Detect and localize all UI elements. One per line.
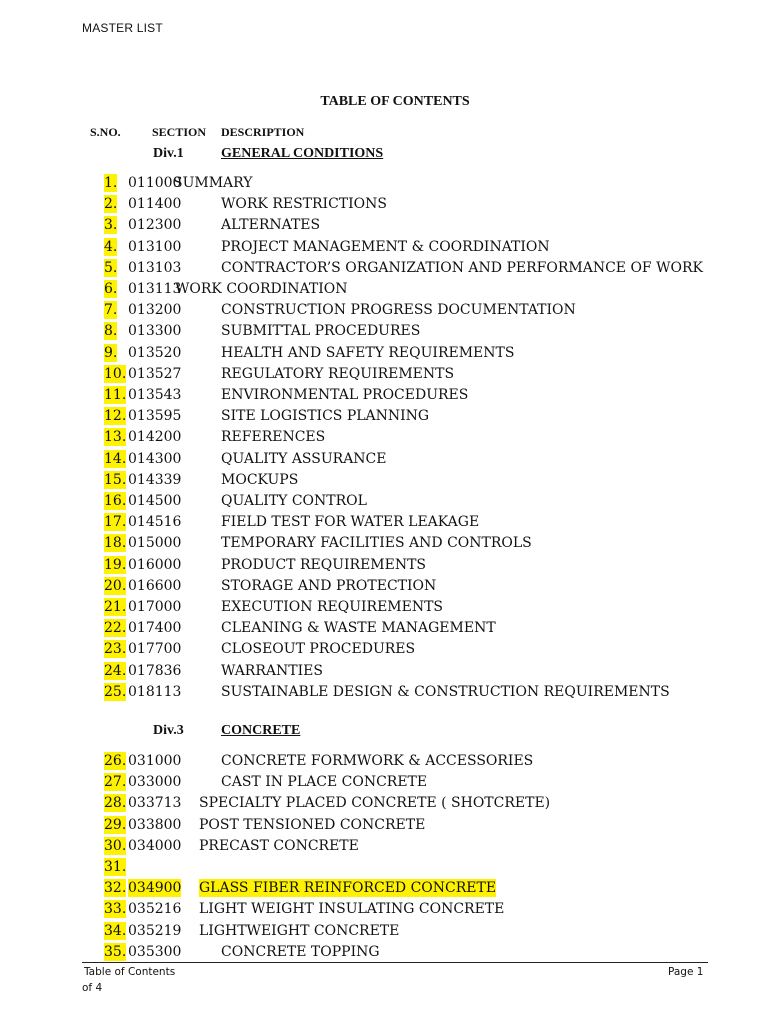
section-code: 013520 — [128, 344, 182, 361]
section-description: QUALITY CONTROL — [221, 493, 367, 509]
section-code: 014516 — [128, 514, 182, 531]
column-header-description: DESCRIPTION — [221, 125, 305, 139]
section-description: MOCKUPS — [221, 471, 299, 488]
entry-number: 30. — [104, 837, 127, 854]
entry-number: 7. — [104, 302, 118, 319]
entry-number: 22. — [104, 620, 127, 637]
section-code: 015000 — [128, 535, 182, 552]
section-description: CONTRACTOR’S ORGANIZATION AND PERFORMANCE OF WORK — [221, 259, 703, 276]
section-code: 017700 — [128, 641, 182, 658]
section-code: 018113 — [128, 683, 182, 700]
section-description: REGULATORY REQUIREMENTS — [221, 365, 455, 382]
section-description: CLOSEOUT PROCEDURES — [221, 641, 416, 658]
entry-number: 3. — [104, 217, 118, 234]
section-code: 012300 — [128, 217, 182, 234]
entry-number: 20. — [104, 577, 127, 594]
section-code: 013527 — [128, 365, 182, 382]
section-code: 011400 — [128, 196, 182, 213]
section-code: 014339 — [128, 471, 182, 488]
document-title: TABLE OF CONTENTS — [320, 94, 470, 109]
entry-number: 27. — [104, 774, 127, 791]
section-code: 014300 — [128, 450, 182, 467]
section-code: 016600 — [128, 577, 182, 594]
section-code: 033800 — [128, 816, 182, 833]
entry-number: 9. — [104, 344, 118, 361]
entry-number: 25. — [104, 683, 127, 700]
section-description: TEMPORARY FACILITIES AND CONTROLS — [221, 535, 532, 552]
section-description: SITE LOGISTICS PLANNING — [221, 408, 430, 425]
section-description: SUBMITTAL PROCEDURES — [221, 323, 421, 340]
entry-number: 6. — [104, 281, 118, 297]
entry-number: 5. — [104, 259, 118, 276]
entry-number: 23. — [104, 641, 127, 658]
entry-number: 35. — [104, 943, 127, 960]
entry-number: 8. — [104, 323, 118, 340]
footer-page-number: Page 1 — [668, 966, 704, 978]
division-title: GENERAL CONDITIONS — [221, 146, 384, 161]
section-code: 031000 — [128, 753, 182, 769]
division-title: CONCRETE — [221, 723, 301, 738]
entry-number: 12. — [104, 408, 127, 425]
section-code: 035219 — [128, 922, 182, 939]
section-code: 013100 — [128, 238, 182, 255]
section-code: 016000 — [128, 556, 182, 573]
section-description: CAST IN PLACE CONCRETE — [221, 774, 428, 791]
entry-number: 18. — [104, 535, 127, 552]
section-code: 013103 — [128, 259, 182, 276]
section-description: PROJECT MANAGEMENT & COORDINATION — [221, 238, 550, 255]
entry-number: 11. — [104, 387, 127, 403]
column-header-section: SECTION — [152, 125, 207, 139]
section-description: ALTERNATES — [221, 217, 321, 234]
entry-number: 13. — [104, 429, 127, 446]
entry-number: 15. — [104, 471, 127, 488]
entry-number: 34. — [104, 922, 127, 939]
section-description: WORK RESTRICTIONS — [221, 196, 387, 213]
section-code: 034900 — [128, 880, 182, 897]
entry-number: 4. — [104, 238, 118, 255]
section-code: 033713 — [128, 795, 182, 812]
footer-left: Table of Contents — [84, 966, 176, 978]
entry-number: 14. — [104, 450, 127, 467]
entry-number: 10. — [104, 365, 127, 382]
section-description: WARRANTIES — [221, 662, 323, 679]
section-description: HEALTH AND SAFETY REQUIREMENTS — [221, 344, 515, 361]
section-code: 013595 — [128, 408, 182, 425]
footer-page-count: of 4 — [82, 982, 103, 994]
section-code: 034000 — [128, 837, 182, 854]
entry-number: 28. — [104, 795, 127, 812]
entry-number: 33. — [104, 901, 127, 918]
entry-number: 26. — [104, 753, 127, 769]
section-description: GLASS FIBER REINFORCED CONCRETE — [199, 880, 497, 897]
section-code: 035216 — [128, 901, 182, 918]
section-code: 013113 — [128, 281, 182, 297]
section-code: 013200 — [128, 302, 182, 319]
section-code: 017400 — [128, 620, 182, 637]
footer-divider — [82, 962, 708, 963]
section-description: WORK COORDINATION — [175, 281, 348, 297]
section-description: QUALITY ASSURANCE — [221, 450, 387, 467]
section-code: 014200 — [128, 429, 182, 446]
section-description: SPECIALTY PLACED CONCRETE ( SHOTCRETE) — [199, 795, 551, 812]
entry-number: 16. — [104, 493, 127, 509]
entry-number: 2. — [104, 196, 118, 213]
entry-number: 19. — [104, 556, 127, 573]
entry-number: 32. — [104, 880, 127, 897]
section-description: LIGHT WEIGHT INSULATING CONCRETE — [199, 901, 505, 918]
section-code: 013543 — [128, 387, 182, 403]
column-header-sno: S.NO. — [90, 125, 121, 139]
section-description: CONCRETE TOPPING — [221, 943, 380, 960]
division-id: Div.3 — [153, 723, 184, 738]
section-description: REFERENCES — [221, 429, 326, 446]
section-description: PRECAST CONCRETE — [199, 837, 359, 854]
entry-number: 21. — [104, 599, 127, 615]
entry-number: 24. — [104, 662, 127, 679]
section-description: CLEANING & WASTE MANAGEMENT — [221, 620, 496, 637]
entry-number: 1. — [104, 175, 118, 191]
section-description: ENVIRONMENTAL PROCEDURES — [221, 387, 469, 403]
entry-number: 17. — [104, 514, 127, 531]
section-code: 013300 — [128, 323, 182, 340]
section-code: 017000 — [128, 599, 182, 615]
section-description: EXECUTION REQUIREMENTS — [221, 599, 444, 615]
section-description: SUSTAINABLE DESIGN & CONSTRUCTION REQUIREMENTS — [221, 683, 670, 700]
entry-number: 31. — [104, 859, 127, 875]
section-description: LIGHTWEIGHT CONCRETE — [199, 922, 400, 939]
page-header: MASTER LIST — [82, 21, 163, 35]
section-description: POST TENSIONED CONCRETE — [199, 816, 426, 833]
section-code: 033000 — [128, 774, 182, 791]
section-description: PRODUCT REQUIREMENTS — [221, 556, 427, 573]
section-code: 014500 — [128, 493, 182, 509]
section-description: CONSTRUCTION PROGRESS DOCUMENTATION — [221, 302, 576, 319]
section-description: STORAGE AND PROTECTION — [221, 577, 437, 594]
section-description: SUMMARY — [173, 175, 253, 191]
section-code: 017836 — [128, 662, 182, 679]
section-description: FIELD TEST FOR WATER LEAKAGE — [221, 514, 480, 531]
section-code: 011000 — [128, 175, 182, 191]
division-id: Div.1 — [153, 146, 184, 161]
section-description: CONCRETE FORMWORK & ACCESSORIES — [221, 753, 534, 769]
entry-number: 29. — [104, 816, 127, 833]
section-code: 035300 — [128, 943, 182, 960]
